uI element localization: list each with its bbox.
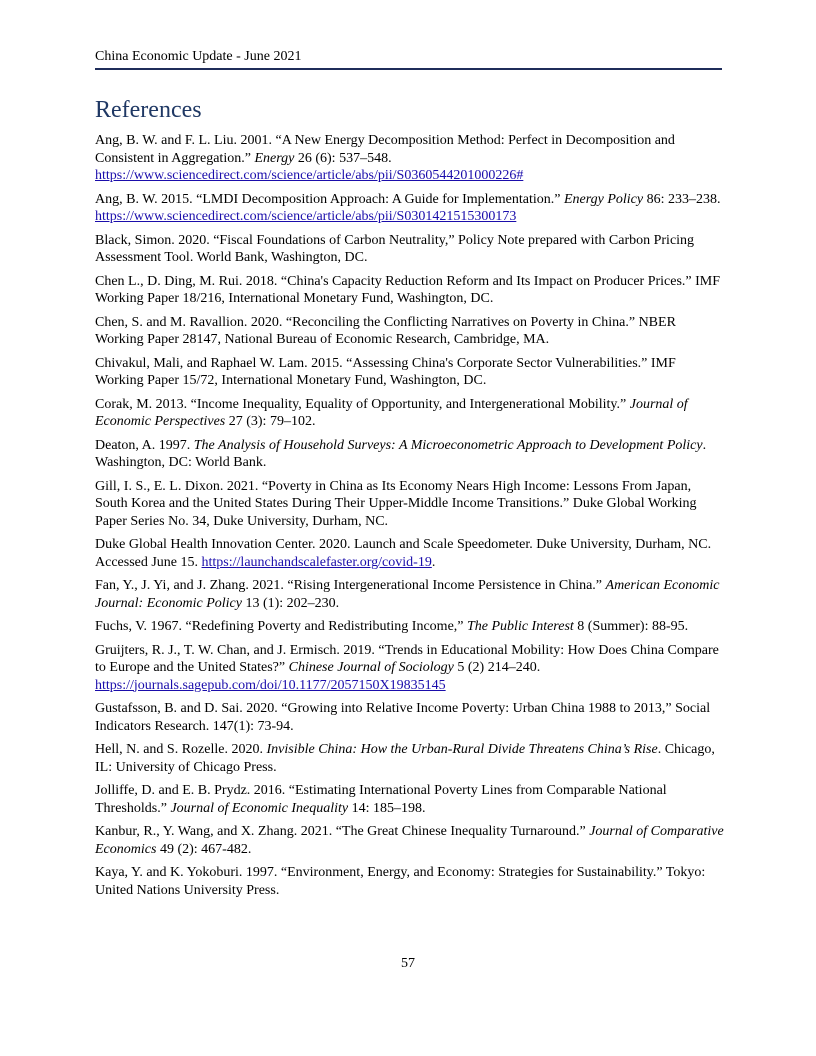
reference-entry <box>95 355 725 390</box>
ref-journal: The Public Interest <box>467 619 574 634</box>
ref-text: Kaya, Y. and K. Yokoburi. 1997. “Environment, Energy, and Economy: Strategies for Sustainability.” Tokyo: United Nations University Press. <box>95 865 706 898</box>
ref-link[interactable]: https://www.sciencedirect.com/science/article/abs/pii/S0360544201000226# <box>95 168 524 183</box>
ref-text: Ang, B. W. 2015. “LMDI Decomposition Approach: A Guide for Implementation.” <box>95 191 564 207</box>
reference-entry: Duke Global Health Innovation Center. 2020. Launch and Scale Speedometer. Duke University, Durham, NC. Accessed June 15. https://launchandscalefaster.org/covid-19. <box>95 537 712 570</box>
reference-entry: Gruijters, R. J., T. W. Chan, and J. Ermisch. 2019. “Trends in Educational Mobility: How Does China Compare to Europe and the United States?” Chinese Journal of Sociology 5 (2) 214–240. https://journals.sagepub.com/doi/10.1177/2057150X19835145 <box>95 642 719 693</box>
ref-link[interactable]: https://journals.sagepub.com/doi/10.1177/2057150X19835145 <box>95 677 446 693</box>
reference-entry: Fan, Y., J. Yi, and J. Zhang. 2021. “Rising Intergenerational Income Persistence in China.” American Economic Journal: Economic Policy 13 (1): 202–230. <box>95 578 720 611</box>
reference-entry: Deaton, A. 1997. The Analysis of Household Surveys: A Microeconometric Approach to Development Policy. Washington, DC: World Bank. <box>95 437 707 470</box>
reference-entry <box>95 273 725 308</box>
ref-book-title: The Analysis of Household Surveys: A Microeconometric Approach to Development Policy <box>193 437 703 453</box>
ref-text: Black, Simon. 2020. “Fiscal Foundations of Carbon Neutrality,” Policy Note prepared with Carbon Pricing Assessment Tool. World Bank, Washington, DC. <box>95 232 695 265</box>
reference-entry <box>95 191 725 226</box>
reference-entry: Fuchs, V. 1967. “Redefining Poverty and Redistributing Income,” The Public Interest 8 (Summer): 88-95. <box>95 619 689 634</box>
ref-journal: Journal of Comparative Economics <box>95 824 724 857</box>
ref-text: Ang, B. W. and F. L. Liu. 2001. “A New Energy Decomposition Method: Perfect in Decomposition and Consistent in Aggregation.” <box>95 133 675 166</box>
ref-text: Corak, M. 2013. “Income Inequality, Equality of Opportunity, and Intergenerational Mobility.” <box>95 396 630 412</box>
ref-text: Gill, I. S., E. L. Dixon. 2021. “Poverty in China as Its Economy Nears High Income: Lessons From Japan, South Korea and the United States During Their Upper-Middle Income Transitions.” Duke Global Working Paper Series No. 34, Duke University, Durham, NC. <box>95 478 697 529</box>
ref-text: Deaton, A. 1997. <box>95 437 194 453</box>
reference-entry: Jolliffe, D. and E. B. Prydz. 2016. “Estimating International Poverty Lines from Comparable National Thresholds.” Journal of Economic Inequality 14: 185–198. <box>95 783 667 816</box>
ref-link[interactable]: https://launchandscalefaster.org/covid-19 <box>201 554 432 570</box>
reference-entry: Kanbur, R., Y. Wang, and X. Zhang. 2021. “The Great Chinese Inequality Turnaround.” Journal of Comparative Economics 49 (2): 467-482. <box>95 824 724 857</box>
ref-journal: Journal of Economic Inequality <box>170 800 349 816</box>
ref-text: Duke Global Health Innovation Center. 2020. Launch and Scale Speedometer. Duke University, Durham, NC. Accessed June 15. <box>95 537 712 570</box>
ref-details: 26 (6): 537–548. <box>294 150 392 166</box>
ref-link[interactable]: https://www.sciencedirect.com/science/article/abs/pii/S0301421515300173 <box>95 209 517 224</box>
reference-entry <box>95 700 725 735</box>
ref-text: Jolliffe, D. and E. B. Prydz. 2016. “Estimating International Poverty Lines from Comparable National Thresholds.” <box>95 783 667 816</box>
ref-text: Chivakul, Mali, and Raphael W. Lam. 2015. “Assessing China's Corporate Sector Vulnerabilities.” IMF Working Paper 15/72, International Monetary Fund, Washington, DC. <box>95 355 676 388</box>
ref-text: Gruijters, R. J., T. W. Chan, and J. Ermisch. 2019. “Trends in Educational Mobility: How Does China Compare to Europe and the United States?” <box>95 642 719 675</box>
ref-journal: American Economic Journal: Economic Policy <box>95 578 720 611</box>
ref-text: Chen, S. and M. Ravallion. 2020. “Reconciling the Conflicting Narratives on Poverty in China.” NBER Working Paper 28147, National Bureau of Economic Research, Cambridge, MA. <box>95 314 676 347</box>
reference-entry <box>95 232 725 267</box>
ref-journal: Journal of Economic Perspectives <box>95 396 688 429</box>
page-number: 57 <box>401 956 415 971</box>
section-title: References <box>95 97 202 123</box>
ref-book-title: Invisible China: How the Urban-Rural Divide Threatens China’s Rise <box>266 742 658 757</box>
reference-entry: Corak, M. 2013. “Income Inequality, Equality of Opportunity, and Intergenerational Mobility.” Journal of Economic Perspectives 27 (3): 79–102. <box>95 396 688 429</box>
reference-entry <box>95 864 725 899</box>
reference-entry <box>95 132 725 185</box>
running-header: China Economic Update - June 2021 <box>95 47 722 70</box>
reference-entry: Hell, N. and S. Rozelle. 2020. Invisible China: How the Urban-Rural Divide Threatens China’s Rise. Chicago, IL: University of Chicago Press. <box>95 742 715 775</box>
reference-entry <box>95 478 725 531</box>
ref-text: Fan, Y., J. Yi, and J. Zhang. 2021. “Rising Intergenerational Income Persistence in China.” <box>95 578 606 593</box>
reference-entry <box>95 314 725 349</box>
ref-journal: Energy Policy <box>563 191 644 207</box>
ref-text: Hell, N. and S. Rozelle. 2020. <box>95 742 267 757</box>
reference-list <box>95 132 725 905</box>
ref-text: Kanbur, R., Y. Wang, and X. Zhang. 2021. “The Great Chinese Inequality Turnaround.” <box>95 824 590 839</box>
ref-details: 86: 233–238. <box>643 191 721 207</box>
ref-journal: Energy <box>254 150 295 166</box>
ref-text: Gustafsson, B. and D. Sai. 2020. “Growing into Relative Income Poverty: Urban China 1988 to 2013,” Social Indicators Research. 147(1): 73-94. <box>95 701 711 734</box>
ref-text: Chen L., D. Ding, M. Rui. 2018. “China's Capacity Reduction Reform and Its Impact on Producer Prices.” IMF Working Paper 18/216, International Monetary Fund, Washington, DC. <box>95 273 721 306</box>
ref-journal: Chinese Journal of Sociology <box>288 660 454 675</box>
ref-text: Fuchs, V. 1967. “Redefining Poverty and Redistributing Income,” <box>95 619 467 634</box>
